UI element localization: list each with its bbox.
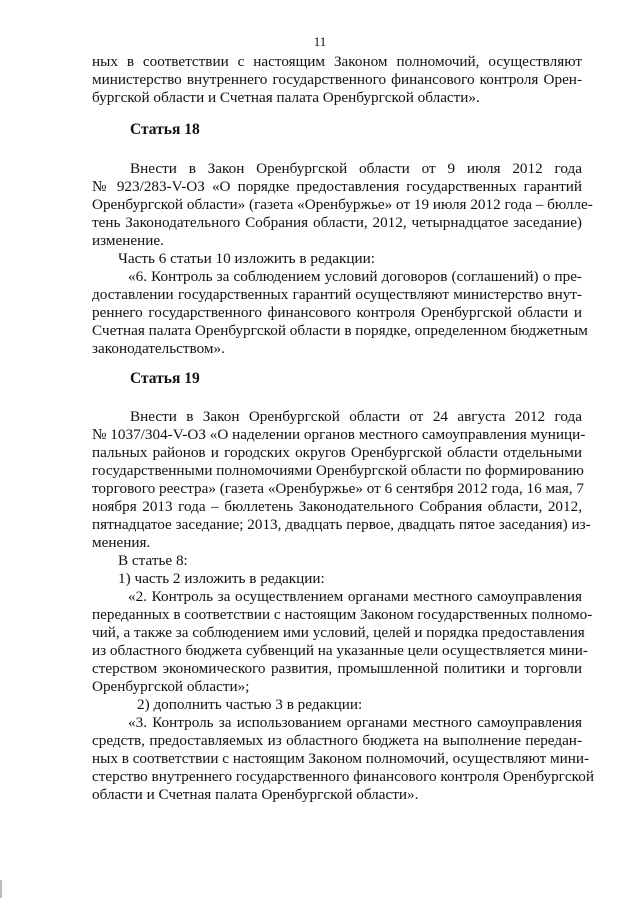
text-line: № 1037/304-V-ОЗ «О наделении органов местного самоуправления муници- — [92, 426, 586, 443]
text-line: стерством экономического развития, промышленной политики и торговли — [92, 660, 582, 677]
text-line: тень Законодательного Собрания области, 2012, четырнадцатое заседание) — [92, 214, 582, 231]
text-line: из областного бюджета субвенций на указанные цели осуществляется мини- — [92, 642, 588, 659]
text-line: законодательством». — [92, 340, 225, 357]
text-line: стерство внутреннего государственного финансового контроля Оренбургской — [92, 768, 594, 785]
text-line: Внести в Закон Оренбургской области от 9 июля 2012 года — [130, 160, 582, 177]
page-number: 11 — [313, 34, 327, 49]
text-line: № 923/283-V-ОЗ «О порядке предоставления государственных гарантий — [92, 178, 582, 195]
text-line: ных в соответствии с настоящим Законом полномочий, осуществляют мини- — [92, 750, 590, 767]
text-line: «3. Контроль за использованием органами местного самоуправления — [128, 714, 582, 731]
text-line: Оренбургской области»; — [92, 678, 250, 695]
text-line: доставлении государственных гарантий осуществляют министерство внут- — [92, 286, 582, 303]
text-line: изменение. — [92, 232, 164, 249]
text-line: пальных районов и городских округов Оренбургской области отдельными — [92, 444, 582, 461]
text-line: бургской области и Счетная палата Оренбургской области». — [92, 89, 480, 106]
text-line: Часть 6 статьи 10 изложить в редакции: — [118, 250, 375, 267]
text-line: Счетная палата Оренбургской области в порядке, определенном бюджетным — [92, 322, 588, 339]
text-line: средств, предоставляемых из областного бюджета на выполнение передан- — [92, 732, 582, 749]
text-line: менения. — [92, 534, 151, 551]
text-line: пятнадцатое заседание; 2013, двадцать первое, двадцать пятое заседания) из- — [92, 516, 591, 533]
scan-edge-mark — [0, 880, 2, 898]
text-line: 2) дополнить частью 3 в редакции: — [137, 696, 363, 713]
text-line: министерство внутреннего государственного финансового контроля Орен- — [92, 71, 582, 88]
text-line: чий, а также за соблюдением ими условий, целей и порядка предоставления — [92, 624, 585, 641]
text-line: торгового реестра» (газета «Оренбуржье» от 6 сентября 2012 года, 16 мая, 7 — [92, 480, 584, 497]
text-line: В статье 8: — [118, 552, 188, 569]
text-line: переданных в соответствии с настоящим Законом государственных полномо- — [92, 606, 593, 623]
text-line: «6. Контроль за соблюдением условий договоров (соглашений) о пре- — [128, 268, 582, 285]
text-line: ноября 2013 года – бюллетень Законодательного Собрания области, 2012, — [92, 498, 582, 515]
text-line: Оренбургской области» (газета «Оренбуржье» от 19 июля 2012 года – бюлле- — [92, 196, 593, 213]
text-line: Внести в Закон Оренбургской области от 24 августа 2012 года — [130, 408, 582, 425]
text-line: 1) часть 2 изложить в редакции: — [118, 570, 325, 587]
text-line: области и Счетная палата Оренбургской области». — [92, 786, 419, 803]
text-line: «2. Контроль за осуществлением органами местного самоуправления — [128, 588, 582, 605]
text-line: ных в соответствии с настоящим Законом полномочий, осуществляют — [92, 53, 582, 70]
article-heading: Статья 18 — [130, 121, 200, 138]
text-line: реннего государственного финансового контроля Оренбургской области и — [92, 304, 582, 321]
article-heading: Статья 19 — [130, 370, 200, 387]
text-line: государственными полномочиями Оренбургской области по формированию — [92, 462, 584, 479]
